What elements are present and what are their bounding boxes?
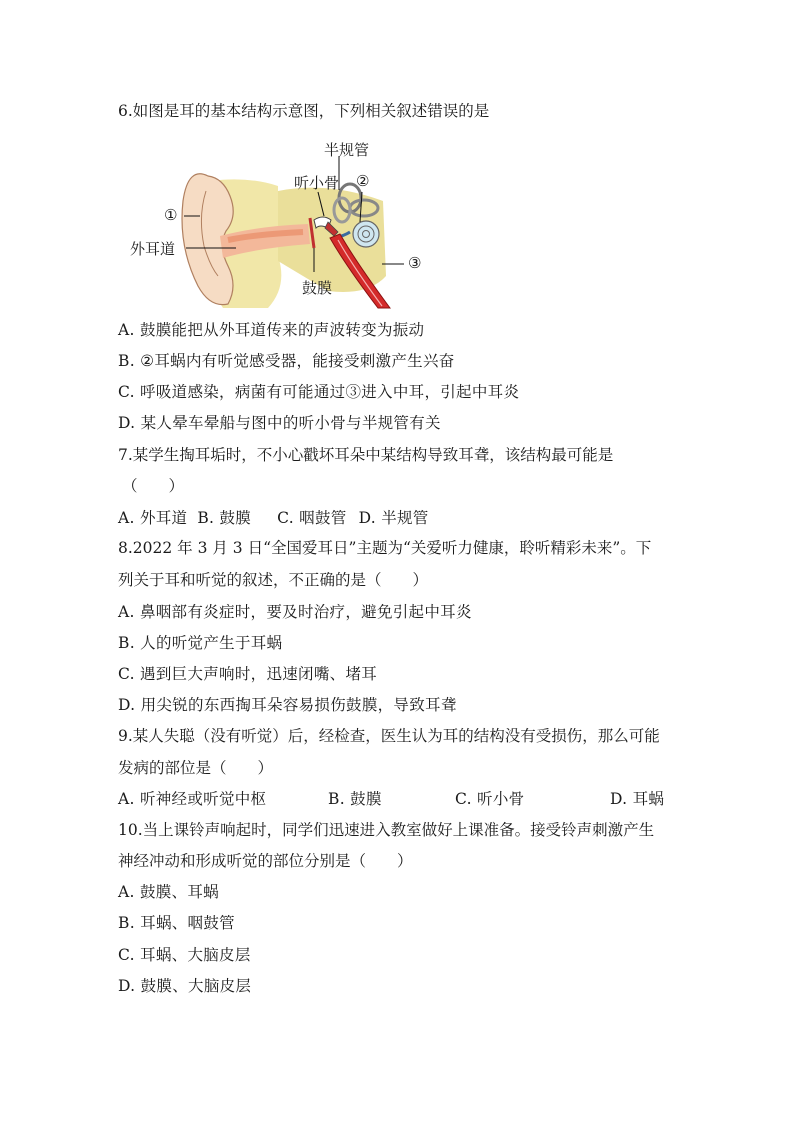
q6-option-d: D. 某人晕车晕船与图中的听小骨与半规管有关: [118, 414, 441, 432]
q6-option-b: B. ②耳蜗内有听觉感受器，能接受刺激产生兴奋: [118, 352, 455, 370]
q10-option-b: B. 耳蜗、咽鼓管: [118, 914, 235, 932]
q10-option-a: A. 鼓膜、耳蜗: [118, 883, 219, 901]
q6-option-c: C. 呼吸道感染，病菌有可能通过③进入中耳，引起中耳炎: [118, 383, 520, 401]
q7-stem: 7.某学生掏耳垢时，不小心戳坏耳朵中某结构导致耳聋，该结构最可能是: [118, 446, 614, 464]
label-marker-3: ③: [408, 254, 422, 272]
label-eardrum: 鼓膜: [302, 279, 333, 297]
label-ear-canal: 外耳道: [130, 240, 176, 258]
q7-options-row: [118, 508, 429, 528]
q8-option-d: D. 用尖锐的东西掏耳朵容易损伤鼓膜，导致耳聋: [118, 696, 457, 714]
q6-stem: 6.如图是耳的基本结构示意图，下列相关叙述错误的是: [118, 102, 490, 120]
ear-structure-diagram: [128, 136, 428, 311]
q9-option-a: A. 听神经或听觉中枢: [118, 790, 267, 808]
q8-option-b: B. 人的听觉产生于耳蜗: [118, 634, 283, 652]
label-ossicles: 听小骨: [294, 174, 340, 192]
q7-option-d: D. 半规管: [358, 509, 429, 527]
q10-option-c: C. 耳蜗、大脑皮层: [118, 946, 251, 964]
q9-stem-line2: 发病的部位是（ ）: [118, 759, 274, 777]
q9-option-d: D. 耳蜗: [610, 790, 665, 808]
label-marker-1: ①: [164, 206, 178, 224]
label-semicircular-canals: 半规管: [324, 141, 370, 159]
q7-answer-blank: （ ）: [122, 477, 185, 495]
q10-stem-line1: 10.当上课铃声响起时，同学们迅速进入教室做好上课准备。接受铃声刺激产生: [118, 821, 655, 839]
q8-option-c: C. 遇到巨大声响时，迅速闭嘴、堵耳: [118, 665, 378, 683]
q8-stem-line2: 列关于耳和听觉的叙述，不正确的是（ ）: [118, 571, 429, 589]
q9-stem-line1: 9.某人失聪（没有听觉）后，经检查，医生认为耳的结构没有受损伤，那么可能: [118, 727, 660, 745]
q7-option-c: C. 咽鼓管: [277, 509, 347, 527]
q8-option-a: A. 鼻咽部有炎症时，要及时治疗，避免引起中耳炎: [118, 603, 472, 621]
q7-option-b: B. 鼓膜: [197, 509, 252, 527]
q9-option-b: B. 鼓膜: [328, 790, 382, 808]
q6-option-a: A. 鼓膜能把从外耳道传来的声波转变为振动: [118, 321, 425, 339]
label-marker-2: ②: [356, 172, 370, 190]
q10-option-d: D. 鼓膜、大脑皮层: [118, 977, 252, 995]
q10-stem-line2: 神经冲动和形成听觉的部位分别是（ ）: [118, 852, 413, 870]
q7-option-a: A. 外耳道: [118, 509, 188, 527]
q8-stem-line1: 8.2022 年 3 月 3 日“全国爱耳日”主题为“关爱听力健康，聆听精彩未来”。下: [118, 539, 652, 557]
q9-option-c: C. 听小骨: [455, 790, 525, 808]
